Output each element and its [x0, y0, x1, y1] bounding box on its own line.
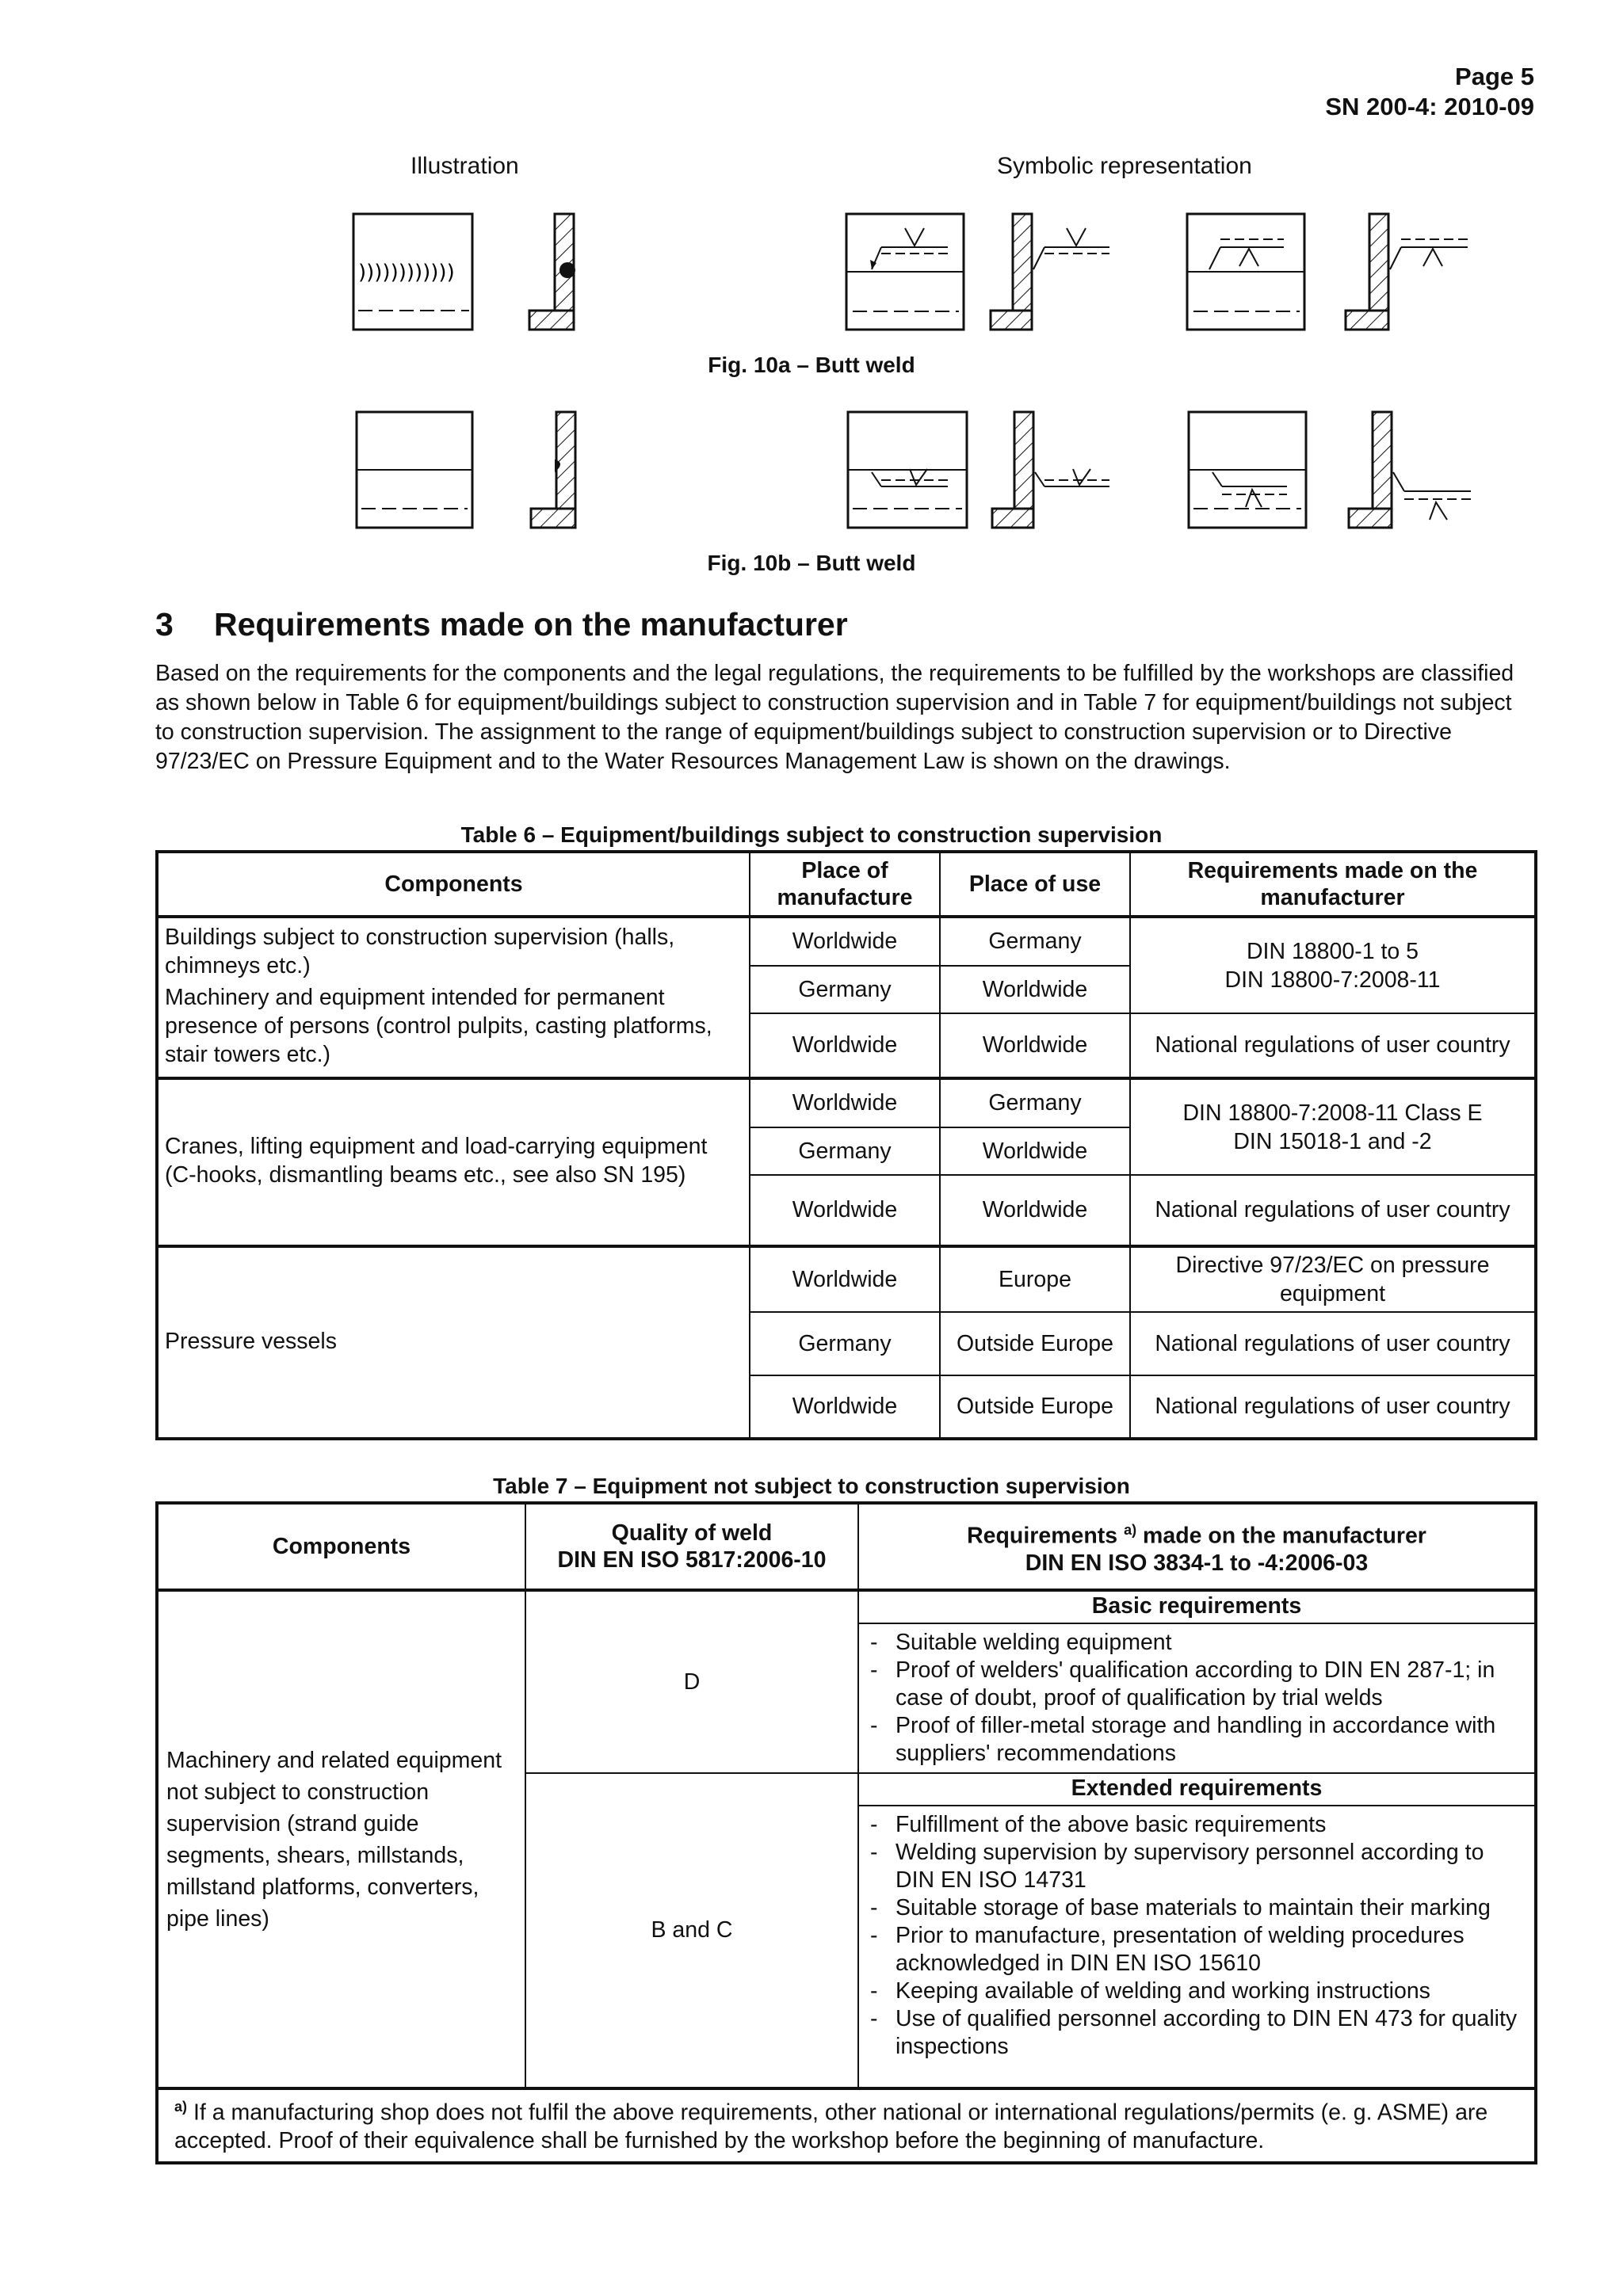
fig10a-section-illustration — [529, 214, 575, 330]
table7-header-row — [157, 1503, 1536, 1590]
table-cell-requirements: National regulations of user country — [1130, 1375, 1536, 1439]
table6-group2-components — [157, 1078, 750, 1246]
fig10a-plate-illustration — [353, 214, 472, 330]
component-text: Pressure vessels — [165, 1328, 337, 1354]
table-cell: Worldwide — [750, 1375, 940, 1439]
fig10a-caption: Fig. 10a – Butt weld — [708, 353, 915, 377]
table-row — [157, 917, 1536, 966]
component-text: Machinery and equipment intended for permanent presence of persons (control pulpits, casting platforms, stair towers etc.) — [165, 985, 712, 1067]
fig10a-symbol-2 — [991, 214, 1109, 330]
table7-caption: Table 7 – Equipment not subject to construction supervision — [493, 1474, 1130, 1498]
table-cell: Germany — [750, 1312, 940, 1375]
table6-caption: Table 6 – Equipment/buildings subject to construction supervision — [460, 822, 1163, 847]
list-item: - Keeping available of welding and working instructions — [870, 1978, 1526, 2005]
table7-basic-requirements — [858, 1590, 1536, 1773]
section-heading — [155, 606, 848, 643]
list-item: - Prior to manufacture, presentation of welding procedures acknowledged in DIN EN ISO 15610 — [870, 1922, 1526, 1978]
table-cell: Worldwide — [750, 1013, 940, 1078]
table-cell: Worldwide — [750, 1175, 940, 1246]
component-text: Buildings subject to construction supervision (halls, chimneys etc.) — [165, 925, 675, 978]
table6-header-requirements: Requirements made on the manufacturer — [1130, 852, 1536, 917]
table-cell-requirements: Directive 97/23/EC on pressure equipment — [1130, 1246, 1536, 1312]
table6-header-place-use: Place of use — [940, 852, 1130, 917]
svg-text:)))))))))))): )))))))))))) — [358, 261, 455, 284]
list-item: - Proof of filler-metal storage and handling in accordance with suppliers' recommendations — [870, 1712, 1526, 1768]
table6-header-components: Components — [157, 852, 750, 917]
fig10b-plate-illustration — [357, 412, 472, 528]
table-cell: Worldwide — [940, 1175, 1130, 1246]
illustration-label: Illustration — [411, 153, 519, 179]
table7-quality-extended: B and C — [525, 1773, 858, 2088]
fig10b-symbol-3 — [1189, 412, 1306, 528]
table-cell-requirements: National regulations of user country — [1130, 1013, 1536, 1078]
fig10a-symbol-4 — [1346, 214, 1468, 330]
fig10b-caption: Fig. 10b – Butt weld — [707, 551, 916, 575]
fig10b-symbol-4 — [1349, 412, 1471, 528]
header-text: Requirements — [967, 1523, 1125, 1549]
table6-group1-components — [157, 917, 750, 1078]
table7-header-components: Components — [157, 1503, 525, 1590]
table-cell: Outside Europe — [940, 1375, 1130, 1439]
table-cell: Germany — [940, 917, 1130, 966]
basic-requirements-list — [859, 1624, 1534, 1772]
table-cell: Worldwide — [940, 1013, 1130, 1078]
table7-quality-basic: D — [525, 1590, 858, 1773]
fig10b-section-illustration — [531, 412, 575, 528]
header-line: Quality of weld — [611, 1520, 773, 1546]
footnote-ref: a) — [1124, 1522, 1137, 1539]
fig10b-symbol-1 — [848, 412, 967, 528]
extended-requirements-title: Extended requirements — [859, 1774, 1534, 1806]
fig10a-symbol-1 — [846, 214, 964, 330]
section-title: Requirements made on the manufacturer — [214, 606, 848, 643]
table-cell-requirements: National regulations of user country — [1130, 1312, 1536, 1375]
table-cell: Worldwide — [750, 1246, 940, 1312]
table7-extended-requirements — [858, 1773, 1536, 2088]
header-text: made on the manufacturer — [1136, 1523, 1426, 1549]
table7-footnote-row — [157, 2088, 1536, 2163]
footnote-text: If a manufacturing shop does not fulfil the above requirements, other national or international regulations/permits (e. g. ASME) are accepted. Proof of their equivalence shall be furnished by the workshop before the beginning of manufacture. — [174, 2100, 1488, 2153]
table7 — [155, 1501, 1537, 2164]
list-item: - Fulfillment of the above basic requirements — [870, 1811, 1526, 1839]
table7-footnote — [157, 2088, 1536, 2163]
fig10a-symbol-3 — [1187, 214, 1304, 330]
table-cell-requirements: DIN 18800-7:2008-11 Class E DIN 15018-1 and -2 — [1130, 1078, 1536, 1175]
table6-header-row — [157, 852, 1536, 917]
table-cell: Germany — [750, 966, 940, 1013]
table-cell: Worldwide — [940, 1127, 1130, 1175]
header-line: DIN EN ISO 5817:2006-10 — [557, 1547, 827, 1573]
table-cell: Worldwide — [940, 966, 1130, 1013]
list-item: - Proof of welders' qualification according to DIN EN 287-1; in case of doubt, proof of qualification by trial welds — [870, 1657, 1526, 1712]
list-item: - Suitable storage of base materials to maintain their marking — [870, 1894, 1526, 1922]
header-line: DIN EN ISO 3834-1 to -4:2006-03 — [1025, 1550, 1369, 1576]
section-number: 3 — [155, 606, 174, 643]
table-cell: Outside Europe — [940, 1312, 1130, 1375]
list-item: - Use of qualified personnel according to DIN EN 473 for quality inspections — [870, 2005, 1526, 2061]
extended-requirements-list — [859, 1806, 1534, 2065]
table-cell-requirements: National regulations of user country — [1130, 1175, 1536, 1246]
table-cell: Germany — [940, 1078, 1130, 1127]
table-cell: Germany — [750, 1127, 940, 1175]
section-body: Based on the requirements for the components and the legal regulations, the requirements to be fulfilled by the workshops are classified as shown below in Table 6 for equipment/buildings subject to construction supervision and in Table 7 for equipment/buildings not subject to construction supervision. The assignment to the range of equipment/buildings subject to construction supervision or to Directive 97/23/EC on Pressure Equipment and to the Water Resources Management Law is shown on the drawings. — [155, 661, 1514, 774]
table-row — [157, 1246, 1536, 1312]
table-row — [157, 1590, 1536, 1773]
table6 — [155, 850, 1537, 1440]
table6-header-place-manufacture: Place of manufacture — [750, 852, 940, 917]
table-cell: Europe — [940, 1246, 1130, 1312]
weld-figures — [0, 0, 1623, 602]
footnote-mark: a) — [174, 2099, 188, 2115]
list-item: - Welding supervision by supervisory personnel according to DIN EN ISO 14731 — [870, 1839, 1526, 1894]
table-cell: Worldwide — [750, 1078, 940, 1127]
table6-group3-components — [157, 1246, 750, 1439]
list-item: - Suitable welding equipment — [870, 1629, 1526, 1657]
symbolic-representation-label: Symbolic representation — [997, 153, 1252, 179]
table-cell: Worldwide — [750, 917, 940, 966]
document-id: SN 200-4: 2010-09 — [1325, 93, 1534, 120]
component-text: Cranes, lifting equipment and load-carrying equipment (C-hooks, dismantling beams etc., see also SN 195) — [165, 1134, 708, 1188]
header-line — [865, 1516, 1528, 1550]
table7-header-requirements — [858, 1503, 1536, 1590]
table7-components: Machinery and related equipment not subject to construction supervision (strand guide segments, shears, millstands, millstand platforms, converters, pipe lines) — [157, 1590, 525, 2088]
page-number: Page 5 — [1455, 63, 1534, 90]
table-cell-requirements: DIN 18800-1 to 5 DIN 18800-7:2008-11 — [1130, 917, 1536, 1013]
table7-header-quality — [525, 1503, 858, 1590]
fig10b-symbol-2 — [992, 412, 1109, 528]
basic-requirements-title: Basic requirements — [859, 1592, 1534, 1624]
table-row — [157, 1078, 1536, 1127]
